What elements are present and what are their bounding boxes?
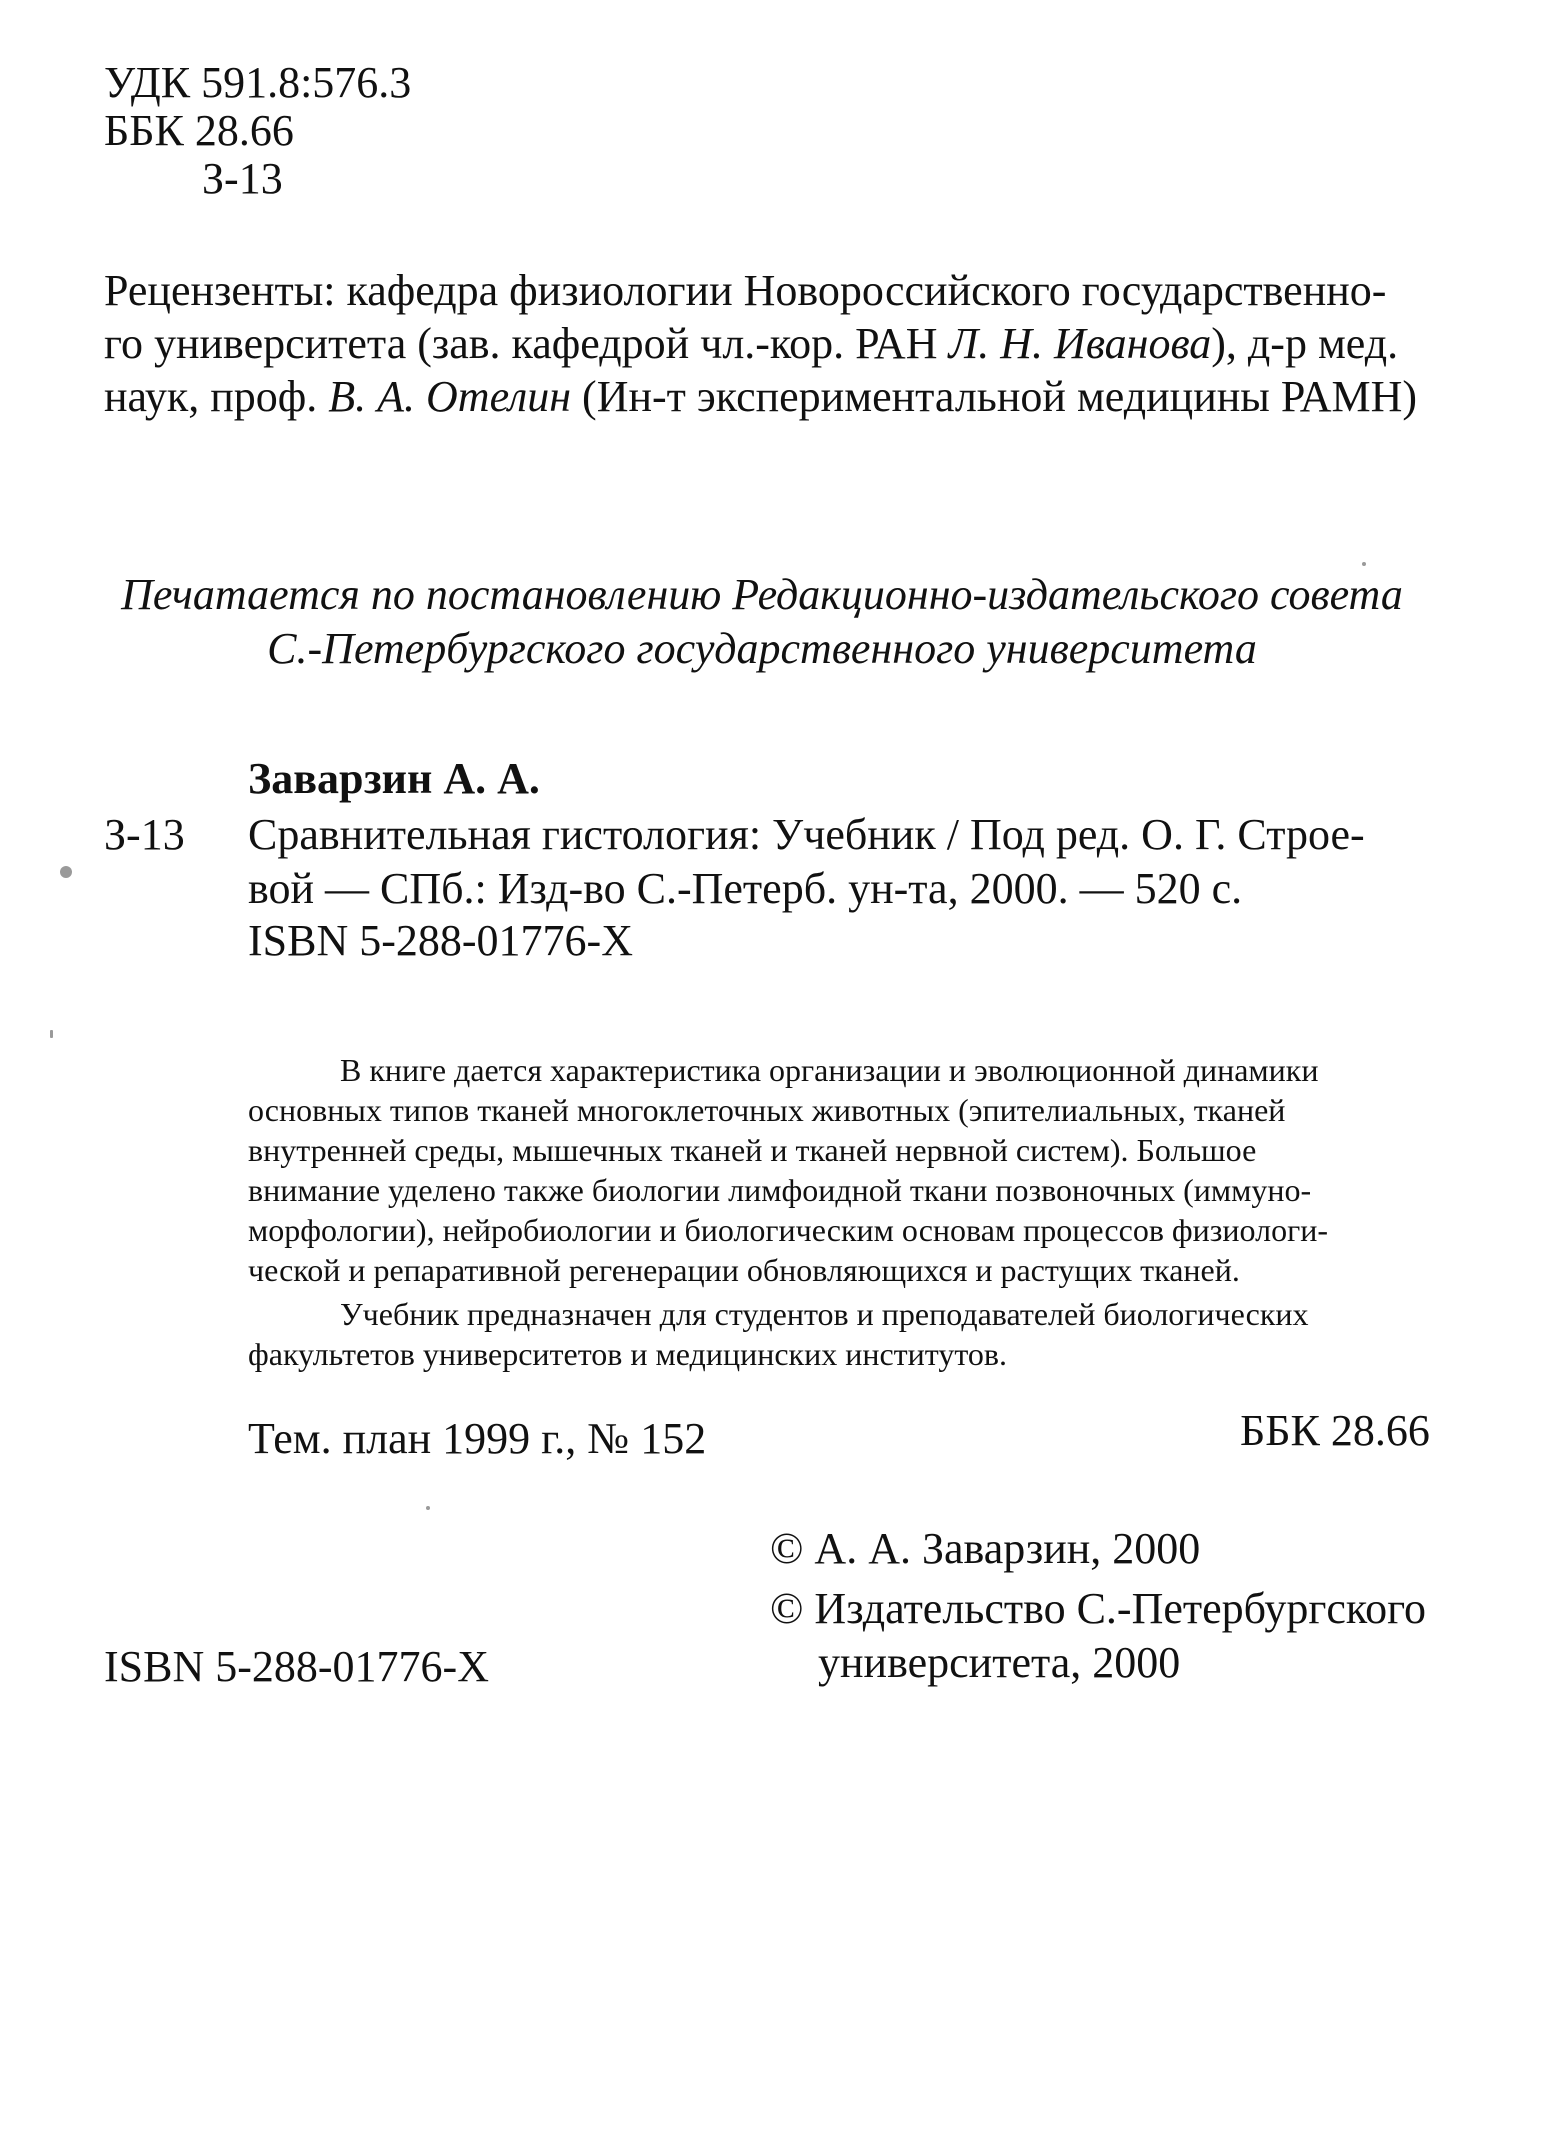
reviewers-line-2 (104, 317, 1398, 371)
udk-code: УДК 591.8:576.3 (104, 58, 412, 107)
abstract-line: В книге дается характеристика организации и эволюционной динамики (340, 1052, 1319, 1088)
abstract-line: ческой и репаративной регенерации обновляющихся и растущих тканей. (248, 1252, 1240, 1288)
abstract-line: внимание уделено также биологии лимфоидной ткани позвоночных (иммуно- (248, 1172, 1312, 1208)
abstract-line: основных типов тканей многоклеточных животных (эпителиальных, тканей (248, 1092, 1286, 1128)
scan-speck (426, 1506, 430, 1510)
author-mark: З-13 (202, 154, 283, 203)
author-heading: Заварзин А. А. (248, 754, 540, 803)
scan-speck (1362, 562, 1366, 566)
entry-line-1: Сравнительная гистология: Учебник / Под ред. О. Г. Строе- (248, 810, 1365, 859)
abstract-line: морфологии), нейробиологии и биологическим основам процессов физиологи- (248, 1212, 1328, 1248)
abstract-line: Учебник предназначен для студентов и преподавателей биологических (340, 1296, 1309, 1332)
copyright-publisher-1: © Издательство С.-Петербургского (770, 1584, 1427, 1633)
reviewer-name: В. А. Отелин (328, 372, 572, 421)
scan-speck (60, 866, 72, 878)
reviewers-text: наук, проф. (104, 372, 329, 421)
entry-line-2: вой — СПб.: Изд-во С.-Петерб. ун-та, 2000. — 520 с. (248, 864, 1243, 913)
reviewers-text: го университета (зав. кафедрой чл.-кор. РАН (104, 319, 949, 368)
entry-code: З-13 (104, 810, 185, 859)
scan-speck (50, 1030, 53, 1038)
copyright-publisher-2: университета, 2000 (818, 1638, 1181, 1687)
abstract-line: факультетов университетов и медицинских институтов. (248, 1336, 1007, 1372)
imprint-line-1: Печатается по постановлению Редакционно-издательского совета (121, 570, 1403, 619)
reviewers-text: (Ин-т экспериментальной медицины РАМН) (571, 372, 1418, 421)
tem-plan: Тем. план 1999 г., № 152 (248, 1414, 707, 1463)
copyright-author: © А. А. Заварзин, 2000 (770, 1524, 1201, 1573)
entry-isbn: ISBN 5-288-01776-X (248, 916, 633, 965)
reviewer-name: Л. Н. Иванова (948, 319, 1212, 368)
footer-isbn: ISBN 5-288-01776-X (104, 1642, 489, 1691)
bbk-code: ББК 28.66 (104, 106, 294, 155)
reviewers-text: ), д-р мед. (1211, 319, 1399, 368)
reviewers-line-3 (104, 370, 1417, 424)
imprint-line-2: С.-Петербургского государственного университета (267, 624, 1257, 673)
bbk-right: ББК 28.66 (1240, 1406, 1430, 1455)
reviewers-line-1: Рецензенты: кафедра физиологии Новороссийского государственно- (104, 266, 1387, 315)
abstract-line: внутренней среды, мышечных тканей и тканей нервной систем). Большое (248, 1132, 1257, 1168)
